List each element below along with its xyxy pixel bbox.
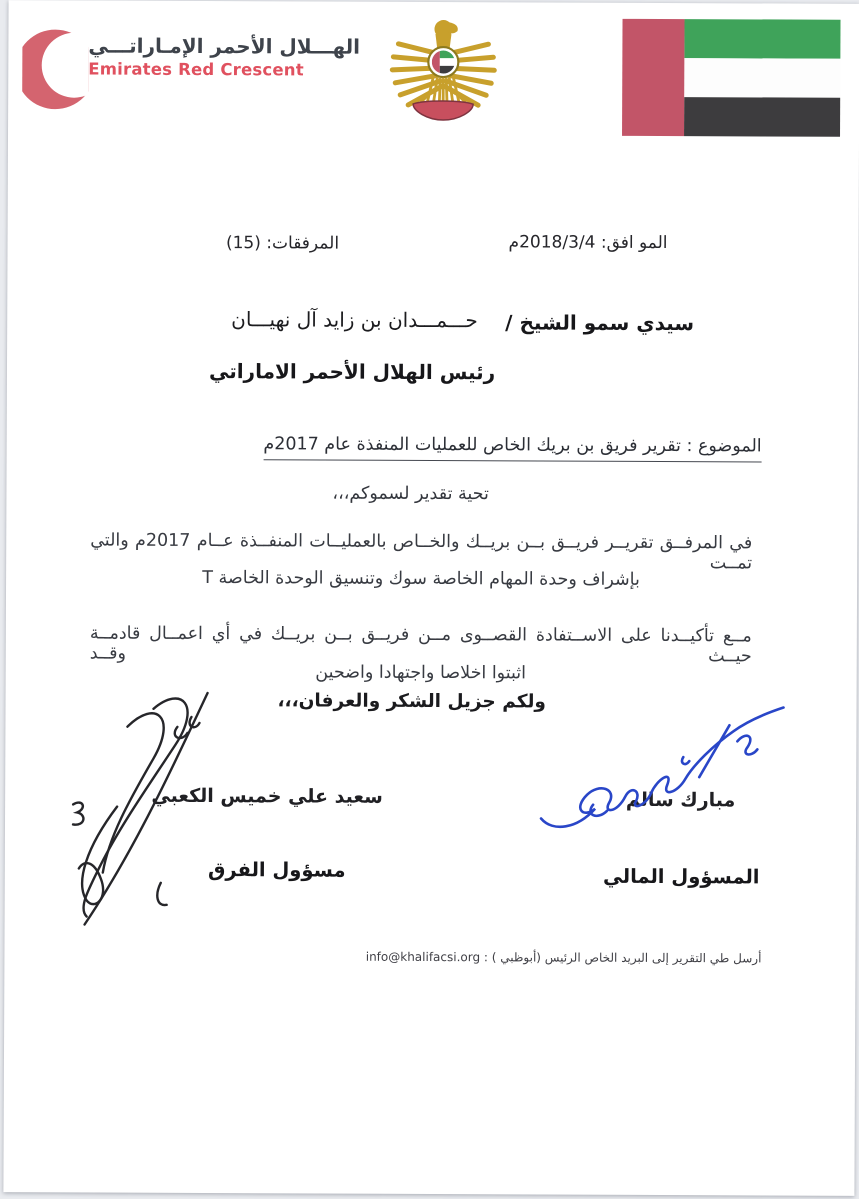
- greeting-line: تحية تقدير لسموكم،،،: [332, 483, 489, 505]
- erc-name-english: Emirates Red Crescent: [88, 59, 304, 80]
- flag-white-stripe: [684, 58, 840, 98]
- erc-logo-text: [88, 34, 360, 79]
- signature-title-financial: المسؤول المالي: [603, 864, 760, 889]
- flag-green-stripe: [684, 19, 840, 59]
- handwritten-signature-black: [57, 686, 258, 932]
- body-paragraph2-line1: مــع تأكيــدنا على الاســتفادة القصــوى مــن فريــق بــن بريــك في أي اعمــال قادمــة حيــث وقــد: [89, 623, 752, 667]
- addressee-title: رئيس الهلال الأحمر الاماراتي: [208, 359, 496, 385]
- letter-page: [3, 0, 859, 1196]
- attachments-line: المرفقات: (15): [225, 233, 340, 254]
- addressee-salutation: سيدي سمو الشيخ /: [505, 310, 695, 336]
- footer-note: أرسل طي التقرير إلى البريد الخاص الرئيس (أبوظبي ) : info@khalifacsi.org: [365, 949, 762, 966]
- subject-text: الموضوع : تقرير فريق بن بريك الخاص للعمليات المنفذة عام 2017م: [263, 434, 761, 462]
- signature-name-teams: سعيد علي خميس الكعبي: [151, 784, 383, 808]
- date-line: المو افق: 2018/3/4م: [508, 232, 668, 254]
- body-paragraph2-line2: اثبتوا اخلاصا واجتهادا واضحين: [315, 662, 527, 684]
- uae-flag-icon: [622, 19, 841, 137]
- body-paragraph1-line1: في المرفــق تقريــر فريــق بــن بريــك والخــاص بالعمليــات المنفــذة عــام 2017م والتي تمــت: [90, 530, 753, 574]
- erc-logo: [22, 24, 361, 115]
- handwritten-signature-blue: [533, 696, 789, 842]
- flag-red-stripe: [622, 19, 685, 136]
- signature-name-financial: مبارك سالم: [625, 788, 736, 812]
- uae-falcon-emblem-icon: [387, 10, 499, 122]
- red-crescent-icon: [22, 24, 88, 114]
- addressee-name: حـــمـــدان بن زايد آل نهيـــان: [231, 307, 478, 333]
- erc-name-arabic: الهـــلال الأحمر الإمـاراتـــي: [88, 33, 361, 59]
- body-paragraph1-line2: بإشراف وحدة المهام الخاصة سوك وتنسيق الوحدة الخاصة T: [202, 567, 640, 590]
- subject-line: [263, 434, 761, 456]
- signature-title-teams: مسؤول الفرق: [207, 858, 346, 882]
- closing-line: ولكم جزيل الشكر والعرفان،،،: [277, 690, 546, 713]
- flag-black-stripe: [684, 97, 840, 137]
